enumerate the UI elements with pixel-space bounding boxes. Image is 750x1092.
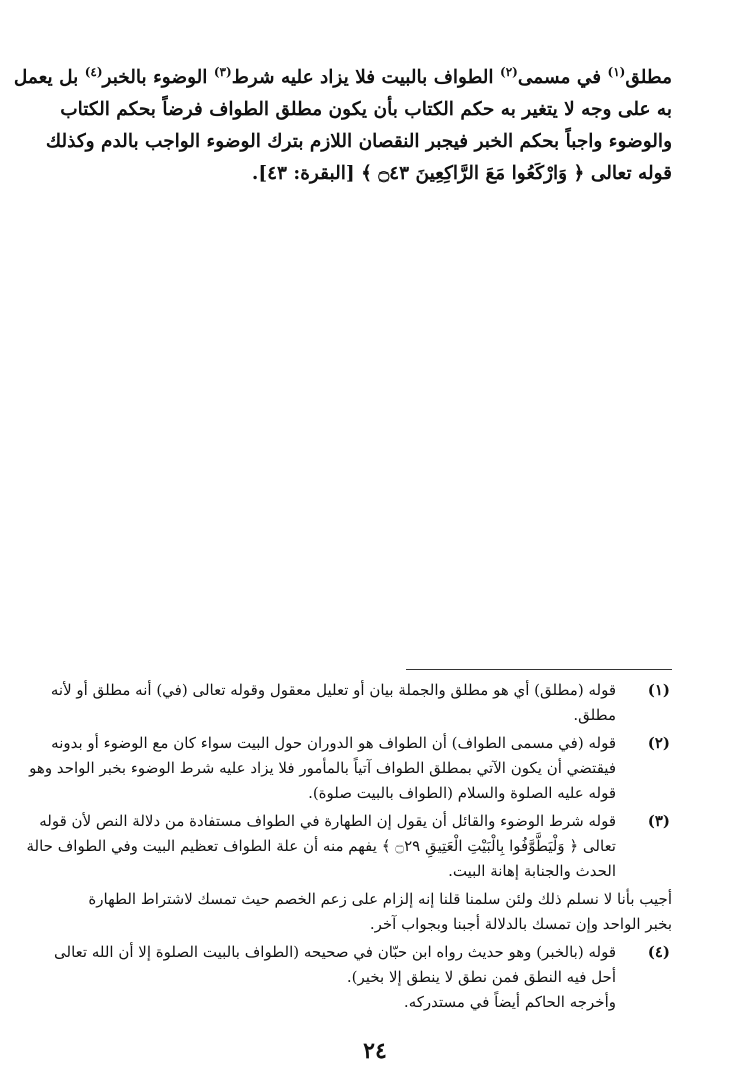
footnote-line: بخبر الواحد وإن تمسك بالدلالة أجبنا وبجواب آخر. (369, 915, 672, 933)
footnote-line: الحدث والجنابة إهانة البيت. (448, 862, 616, 880)
text-run: الوضوء بالخبر (102, 67, 214, 88)
footnote-3-continuation (72, 887, 672, 937)
footnote-3 (26, 809, 672, 884)
footnote-4 (54, 940, 672, 1015)
text-run: الطواف بالبيت فلا يزاد عليه شرط (231, 67, 501, 88)
footnote-line: قوله عليه الصلوة والسلام (الطواف بالبيت صلوة). (308, 784, 616, 802)
footnote-line: قوله شرط الوضوء والقائل أن يقول إن الطهارة في الطواف مستفادة من دلالة النص لأن قوله (39, 812, 616, 830)
text-run: مطلق (625, 67, 672, 88)
footnote-number: (٢) (647, 734, 670, 752)
main-text-line-3: والوضوء واجباً بحكم الخبر فيجبر النقصان اللازم بترك الوضوء الواجب بالدم وكذلك (45, 131, 672, 152)
footnote-line: أجيب بأنا لا نسلم ذلك ولئن سلمنا قلنا إنه إلزام على زعم الخصم حيث تمسك لاشتراط الطهارة (88, 890, 672, 908)
quran-verse: ﴿ وَارْكَعُوا مَعَ الرَّاكِعِينَ ۝٤٣ ﴾ (361, 163, 585, 184)
verse-reference: [البقرة: ٤٣]. (251, 163, 362, 184)
footnote-2 (29, 731, 672, 806)
text-run: قوله تعالى (584, 163, 672, 184)
footnote-number: (٣) (647, 812, 670, 830)
text-run: بل يعمل (13, 67, 85, 88)
footnote-number: (٤) (647, 943, 670, 961)
footnote-line: تعالى ﴿ وَلْيَطَّوَّفُوا بِالْبَيْتِ الْعَتِيقِ ۝٢٩ ﴾ يفهم منه أن علة الطواف تعظيم البيت وفي الطواف حالة (26, 837, 616, 855)
footnote-line: أحل فيه النطق فمن نطق لا ينطق إلا بخير). (346, 968, 616, 986)
text-run: في مسمى (517, 67, 608, 88)
footnote-line: قوله (مطلق) أي هو مطلق والجملة بيان أو تعليل معقول وقوله تعالى (في) أنه مطلق أو لأنه (50, 681, 616, 699)
footnote-number: (١) (647, 681, 670, 699)
footnote-line: مطلق. (573, 706, 616, 724)
footnote-line: قوله (في مسمى الطواف) أن الطواف هو الدوران حول البيت سواء كان مع الوضوء أو بدونه (51, 734, 616, 752)
page-number: ٢٤ (363, 1038, 387, 1064)
main-text (13, 62, 672, 190)
footnote-line: قوله (بالخبر) وهو حديث رواه ابن حبّان في صحيحه (الطواف بالبيت الصلوة إلا أن الله تعالى (54, 943, 616, 961)
footnote-line: وأخرجه الحاكم أيضاً في مستدركه. (403, 993, 616, 1011)
main-text-line-4 (76, 158, 672, 190)
footnote-ref-4[interactable]: (٤) (84, 64, 103, 79)
footnote-ref-2[interactable]: (٢) (500, 64, 518, 79)
footnote-line: فيقتضي أن يكون الآتي بمطلق الطواف آتياً بالمأمور فلا يزاد عليه شرط الوضوء بخبر الواحد وهو (29, 759, 616, 777)
footnote-ref-1[interactable]: (١) (607, 64, 626, 79)
main-text-line-1 (13, 62, 672, 94)
main-text-line-2: به على وجه لا يتغير به حكم الكتاب بأن يكون مطلق الطواف فرضاً بحكم الكتاب (60, 99, 672, 120)
footnote-ref-3[interactable]: (٣) (213, 64, 232, 79)
footnotes (26, 678, 672, 1018)
footnote-1 (50, 678, 672, 728)
footnote-separator (406, 669, 672, 670)
